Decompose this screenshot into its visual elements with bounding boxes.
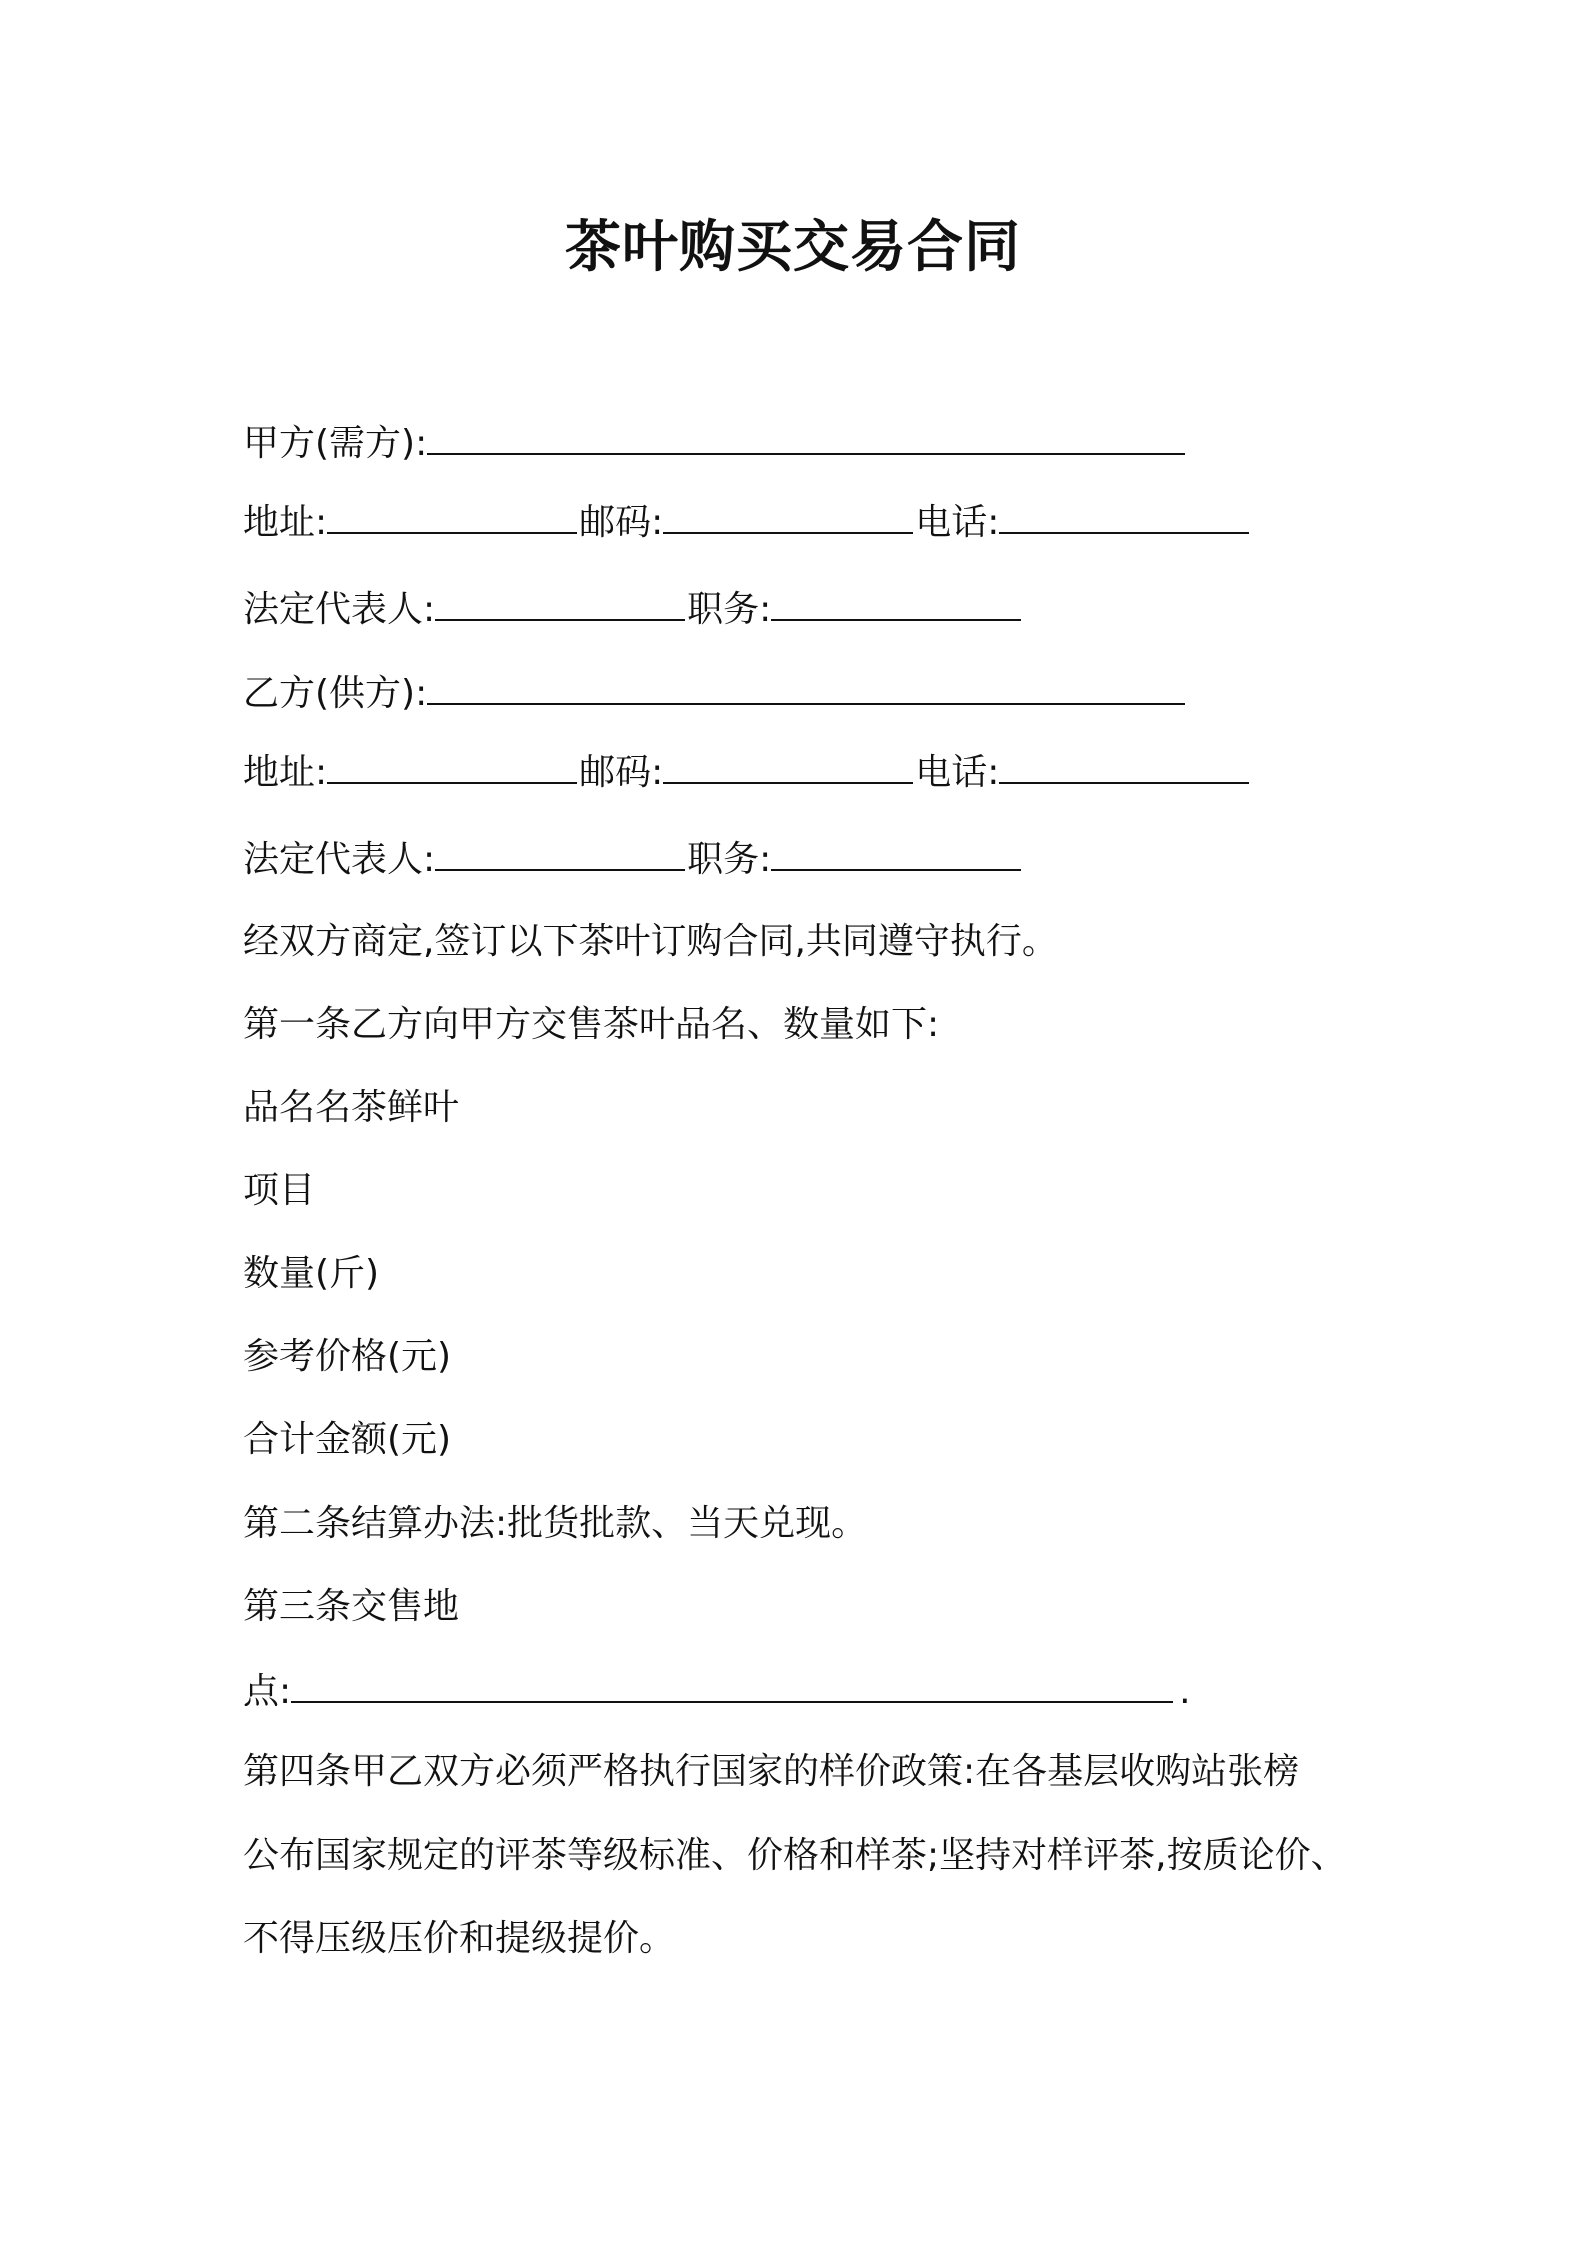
party-a-contact-line — [243, 499, 1251, 547]
document-title: 茶叶购买交易合同 — [565, 215, 1021, 280]
party-b-contact-line — [243, 749, 1251, 797]
party-a-line — [243, 420, 1187, 468]
party-a-address-label: 地址: — [243, 502, 328, 543]
party-b-line — [243, 670, 1187, 718]
party-b-phone-blank — [999, 754, 1249, 784]
delivery-point-end: . — [1179, 1671, 1191, 1712]
party-b-position-blank — [771, 841, 1021, 871]
party-b-label: 乙方(供方): — [243, 673, 428, 714]
party-a-legal-rep-blank — [435, 591, 685, 621]
party-a-postcode-label: 邮码: — [579, 502, 664, 543]
party-a-address-blank — [327, 504, 577, 534]
delivery-point-blank — [291, 1673, 1173, 1703]
item-row: 参考价格(元) — [243, 1336, 452, 1377]
party-b-position-label: 职务: — [687, 839, 772, 880]
party-a-rep-line — [243, 586, 1023, 634]
party-b-legal-rep-label: 法定代表人: — [243, 839, 436, 880]
item-row: 品名名茶鲜叶 — [243, 1087, 460, 1128]
article-1: 第一条乙方向甲方交售茶叶品名、数量如下: — [243, 1004, 940, 1045]
article-4-line-1: 第四条甲乙双方必须严格执行国家的样价政策:在各基层收购站张榜 — [243, 1751, 1300, 1792]
party-a-legal-rep-label: 法定代表人: — [243, 589, 436, 630]
intro-paragraph: 经双方商定,签订以下茶叶订购合同,共同遵守执行。 — [243, 921, 1058, 962]
item-row: 合计金额(元) — [243, 1419, 452, 1460]
party-a-postcode-blank — [663, 504, 913, 534]
party-b-address-label: 地址: — [243, 752, 328, 793]
party-b-postcode-blank — [663, 754, 913, 784]
party-a-blank — [427, 425, 1185, 455]
article-4-line-3: 不得压级压价和提级提价。 — [243, 1918, 676, 1959]
article-2: 第二条结算办法:批货批款、当天兑现。 — [243, 1503, 868, 1544]
party-a-position-blank — [771, 591, 1021, 621]
item-row: 数量(斤) — [243, 1253, 380, 1294]
party-b-blank — [427, 675, 1185, 705]
party-b-rep-line — [243, 836, 1023, 884]
party-a-label: 甲方(需方): — [243, 423, 428, 464]
party-a-phone-label: 电话: — [915, 502, 1000, 543]
party-b-postcode-label: 邮码: — [579, 752, 664, 793]
article-3-line-2 — [243, 1668, 1191, 1716]
item-row: 项目 — [243, 1170, 316, 1211]
party-b-address-blank — [327, 754, 577, 784]
party-b-phone-label: 电话: — [915, 752, 1000, 793]
party-a-phone-blank — [999, 504, 1249, 534]
article-4-line-2: 公布国家规定的评茶等级标准、价格和样茶;坚持对样评茶,按质论价、 — [243, 1835, 1347, 1876]
party-b-legal-rep-blank — [435, 841, 685, 871]
party-a-position-label: 职务: — [687, 589, 772, 630]
delivery-point-label: 点: — [243, 1671, 292, 1712]
article-3-line-1: 第三条交售地 — [243, 1586, 460, 1627]
